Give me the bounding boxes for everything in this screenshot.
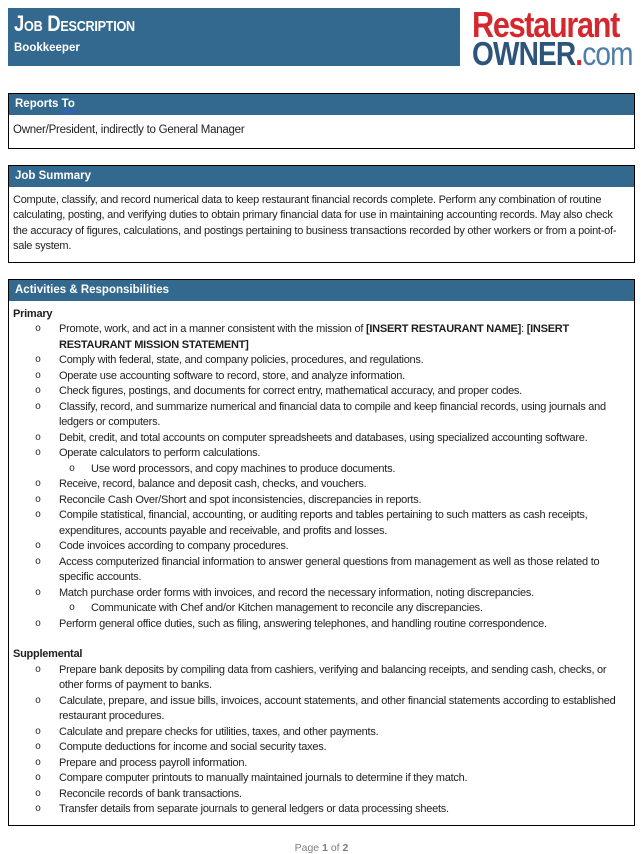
bullet-text: Prepare and process payroll information.	[59, 756, 248, 769]
bullet-item	[13, 322, 628, 353]
bullet-item	[13, 555, 628, 586]
bullet-text: Match purchase order forms with invoices, and record the necessary information, noting discrepancies.	[59, 586, 534, 599]
bullet-item	[13, 384, 628, 400]
activities-body	[9, 301, 634, 825]
bullet-text: Receive, record, balance and deposit cash, checks, and vouchers.	[59, 478, 367, 490]
bullet-list	[13, 322, 628, 632]
section-activities	[8, 279, 635, 826]
logo-com-text: com	[582, 35, 633, 72]
bullet-text: Reconcile records of bank transactions.	[59, 787, 242, 800]
bullet-text: Operate calculators to perform calculations.	[59, 447, 261, 459]
logo-owner-text: OWNER	[472, 35, 576, 72]
logo-dot: .	[575, 35, 583, 72]
footer-middle: of	[327, 841, 343, 854]
job-summary-title: Job Summary	[15, 169, 92, 182]
page-footer	[8, 842, 635, 854]
footer-prefix: Page	[294, 841, 323, 854]
logo-restaurant-text: Restaurant	[472, 4, 620, 45]
bullet-item	[13, 663, 628, 694]
document-title: Job Description	[14, 11, 135, 36]
bullet-item	[13, 477, 628, 493]
bullet-item	[13, 369, 628, 385]
bullet-text: Code invoices according to company procedures.	[59, 540, 289, 552]
bullet-item	[13, 694, 628, 725]
restaurant-owner-logo	[460, 4, 643, 72]
activities-groups	[13, 307, 628, 818]
bullet-item	[13, 446, 628, 462]
bullet-text: Prepare bank deposits by compiling data from cashiers, verifying and balancing receipts, and sending cash, checks, or other forms of payment to banks.	[59, 663, 607, 691]
bullet-text: Perform general office duties, such as filing, answering telephones, and handling routine correspondence.	[59, 617, 547, 630]
bullet-text: Use word processors, and copy machines to produce documents.	[91, 462, 396, 475]
bullet-item	[13, 617, 628, 633]
bullet-list	[13, 663, 628, 818]
bullet-item	[13, 802, 628, 818]
reports-to-header-bar	[9, 94, 634, 115]
bullet-text: Calculate, prepare, and issue bills, invoices, account statements, and other financial statements according to established restaurant procedures.	[59, 694, 616, 722]
job-summary-body	[9, 187, 634, 262]
bullet-item	[13, 353, 628, 369]
document-subtitle: Bookkeeper	[14, 42, 80, 54]
bullet-item	[13, 586, 628, 602]
bullet-item	[13, 508, 628, 539]
section-job-summary	[8, 165, 635, 263]
bullet-text: Compile statistical, financial, accounting, or auditing reports and tables pertaining to such matters as cash receipts, expenditures, accounts payable and receivable, and profits and losses.	[59, 509, 588, 537]
bullet-item	[13, 725, 628, 741]
footer-page-number: 1	[322, 841, 328, 854]
bullet-text: Communicate with Chef and/or Kitchen management to reconcile any discrepancies.	[91, 602, 483, 614]
bullet-text: :	[521, 323, 527, 335]
bullet-text: Transfer details from separate journals to general ledgers or data processing sheets.	[59, 803, 449, 815]
bullet-item	[13, 493, 628, 509]
bullet-item	[13, 539, 628, 555]
bullet-item	[13, 462, 628, 478]
group-heading-primary: Primary	[13, 307, 53, 320]
job-summary-text: Compute, classify, and record numerical data to keep restaurant financial records complete. Perform any combination of routine calculating, posting, and verifying duties to obtain primary financial data for use in maintaining accounting records. May also check the accuracy of figures, calculations, and postings pertaining to business transactions recorded by other workers or from a point-of-sale system.	[13, 193, 617, 252]
bullet-item	[13, 601, 628, 617]
bullet-text: Operate use accounting software to record, store, and analyze information.	[59, 369, 405, 382]
bullet-item	[13, 787, 628, 803]
bullet-text: Reconcile Cash Over/Short and spot inconsistencies, discrepancies in reports.	[59, 493, 422, 506]
document-header	[8, 4, 635, 72]
reports-to-body	[9, 115, 634, 148]
bullet-text: Compare computer printouts to manually maintained journals to determine if they match.	[59, 772, 468, 784]
bullet-text: Check figures, postings, and documents for correct entry, mathematical accuracy, and proper codes.	[59, 385, 522, 397]
placeholder-bold-text: [INSERT RESTAURANT MISSION STATEMENT]	[59, 323, 569, 351]
bullet-item	[13, 400, 628, 431]
reports-to-value: Owner/President, indirectly to General Manager	[13, 124, 245, 136]
logo-owner-line	[472, 35, 633, 72]
reports-to-title-squiggle: To	[61, 98, 75, 110]
footer-total-pages: 2	[342, 841, 349, 854]
activities-header-bar	[9, 280, 634, 301]
bullet-text: Calculate and prepare checks for utilities, taxes, and other payments.	[59, 725, 379, 738]
bullet-text: Comply with federal, state, and company policies, procedures, and regulations.	[59, 354, 424, 366]
bullet-text: Access computerized financial information to answer general questions from management as well as those related to specific accounts.	[59, 555, 600, 583]
bullet-item	[13, 740, 628, 756]
bullet-text: Compute deductions for income and social security taxes.	[59, 741, 327, 753]
bullet-text: Promote, work, and act in a manner consistent with the mission of	[59, 323, 366, 335]
activities-title: Activities & Responsibilities	[15, 283, 170, 296]
title-bar	[8, 8, 460, 66]
reports-to-title: Reports	[15, 98, 62, 110]
bullet-text: Classify, record, and summarize numerical and financial data to compile and keep financial records, using journals and ledgers or computers.	[59, 400, 606, 428]
placeholder-bold-text: [INSERT RESTAURANT NAME]	[365, 323, 522, 335]
bullet-item	[13, 431, 628, 447]
bullet-item	[13, 771, 628, 787]
job-summary-header-bar	[9, 166, 634, 187]
bullet-text: Debit, credit, and total accounts on computer spreadsheets and databases, using specialized accounting software.	[59, 431, 588, 444]
section-reports-to	[8, 93, 635, 149]
bullet-item	[13, 756, 628, 772]
group-heading-supplemental: Supplemental	[13, 648, 83, 660]
